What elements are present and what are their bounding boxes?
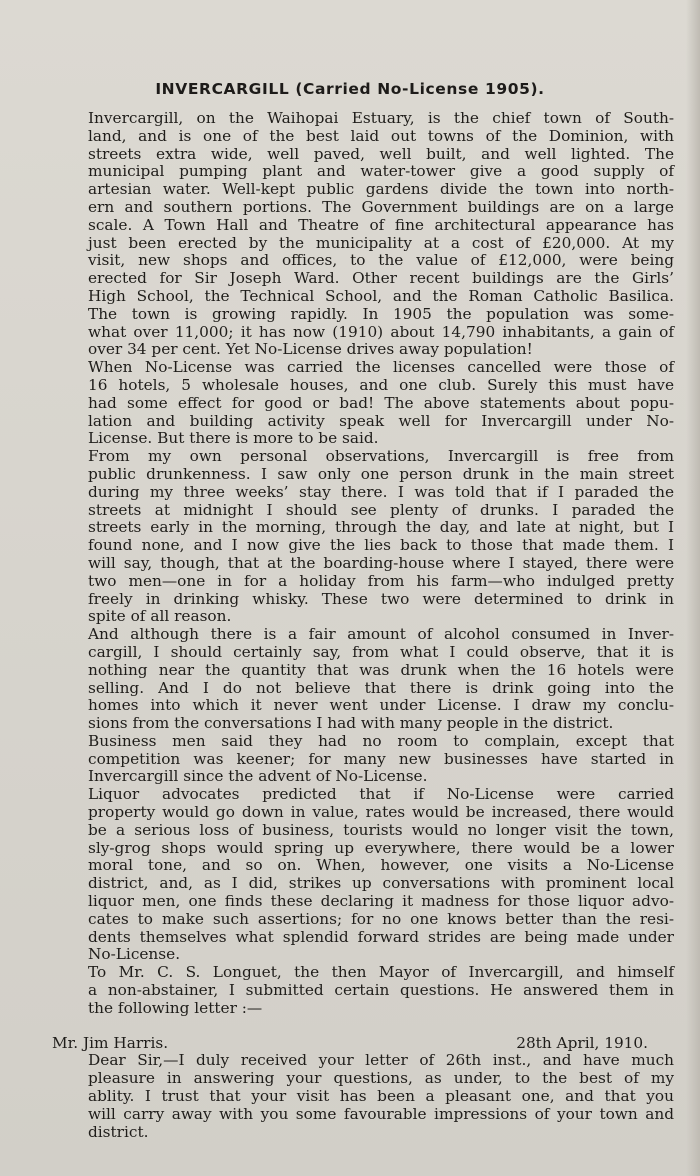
paragraph-intro (52, 110, 674, 306)
paragraph-liquor-advocates (52, 786, 674, 964)
text-line: nothing near the quantity that was drunk when the 16 hotels were (88, 660, 674, 679)
text-line: freely in drinking whisky. These two were determined to drink in (88, 589, 674, 608)
text-line: Dear Sir,—I duly received your letter of 26th inst., and have much (88, 1051, 674, 1070)
text-line: ablity. I trust that your visit has been a pleasant one, and that you (88, 1087, 674, 1106)
page-title: INVERCARGILL (Carried No-License 1905). (155, 80, 545, 98)
letter-header (52, 1035, 674, 1053)
text-line: the following letter :— (88, 998, 263, 1017)
letter-body (52, 1052, 674, 1141)
text-line: sly-grog shops would spring up everywhere, there would be a lower (88, 838, 674, 857)
text-line: district. (88, 1122, 149, 1141)
text-line: To Mr. C. S. Longuet, the then Mayor of Invercargill, and himself (88, 963, 674, 982)
paragraph-observations (52, 448, 674, 626)
letter-date: 28th April, 1910. (516, 1033, 648, 1052)
text-line: dents themselves what splendid forward strides are being made under (88, 927, 674, 946)
text-line: sions from the conversations I had with many people in the district. (88, 714, 614, 733)
text-line: ern and southern portions. The Government buildings are on a large (88, 197, 674, 216)
text-line: No-License. (88, 945, 181, 964)
paragraph-mayor (52, 964, 674, 1017)
text-line: just been erected by the municipality at a cost of £20,000. At my (88, 233, 674, 252)
text-line: found none, and I now give the lies back to those that made them. I (88, 536, 674, 555)
text-line: License. But there is more to be said. (88, 429, 379, 448)
text-line: what over 11,000; it has now (1910) about 14,790 inhabitants, a gain of (88, 322, 674, 341)
text-line: homes into which it never went under License. I draw my conclu- (88, 696, 674, 715)
text-line: liquor men, one finds these declaring it madness for those liquor advo- (88, 892, 674, 911)
text-line: cargill, I should certainly say, from what I could observe, that it is (88, 642, 674, 661)
text-line: And although there is a fair amount of alcohol consumed in Inver- (88, 625, 674, 644)
text-line: streets at midnight I should see plenty of drunks. I paraded the (88, 500, 674, 519)
text-line: erected for Sir Joseph Ward. Other recent buildings are the Girls’ (88, 269, 674, 288)
paragraph-alcohol (52, 626, 674, 733)
text-line: streets early in the morning, through the day, and late at night, but I (88, 518, 674, 537)
text-line: streets extra wide, well paved, well built, and well lighted. The (88, 144, 674, 163)
text-line: The town is growing rapidly. In 1905 the population was some- (88, 304, 674, 323)
text-line: When No-License was carried the licenses cancelled were those of (88, 358, 674, 377)
text-line: will say, though, that at the boarding-house where I stayed, there were (88, 553, 674, 572)
text-line: will carry away with you some favourable impressions of your town and (88, 1104, 674, 1123)
text-line: municipal pumping plant and water-tower give a good supply of (88, 162, 674, 181)
text-line: land, and is one of the best laid out towns of the Dominion, with (88, 126, 674, 145)
text-line: over 34 per cent. Yet No-License drives away population! (88, 340, 533, 359)
paragraph-business (52, 733, 674, 786)
text-line: property would go down in value, rates would be increased, there would (88, 803, 674, 822)
text-line: had some effect for good or bad! The above statements about popu- (88, 393, 674, 412)
text-line: visit, new shops and offices, to the value of £12,000, were being (88, 251, 674, 270)
text-line: Invercargill, on the Waihopai Estuary, is the chief town of South- (88, 109, 674, 127)
text-line: public drunkenness. I saw only one person drunk in the main street (88, 464, 674, 483)
text-line: moral tone, and so on. When, however, one visits a No-License (88, 856, 674, 875)
text-line: From my own personal observations, Invercargill is free from (88, 447, 674, 466)
page-edge-shadow (686, 0, 700, 1176)
text-line: a non-abstainer, I submitted certain questions. He answered them in (88, 981, 674, 1000)
text-line: during my three weeks’ stay there. I was told that if I paraded the (88, 482, 674, 501)
text-line: 16 hotels, 5 wholesale houses, and one club. Surely this must have (88, 375, 674, 394)
text-line: pleasure in answering your questions, as under, to the best of my (88, 1069, 674, 1088)
text-line: Invercargill since the advent of No-License. (88, 767, 428, 786)
text-line: scale. A Town Hall and Theatre of fine architectural appearance has (88, 215, 674, 234)
text-line: High School, the Technical School, and the Roman Catholic Basilica. (88, 286, 674, 305)
text-line: Business men said they had no room to complain, except that (88, 731, 674, 750)
text-line: district, and, as I did, strikes up conversations with prominent local (88, 874, 674, 893)
text-line: two men—one in for a holiday from his farm—who indulged pretty (88, 571, 674, 590)
text-line: Liquor advocates predicted that if No-License were carried (88, 785, 674, 804)
text-line: artesian water. Well-kept public gardens divide the town into north- (88, 180, 674, 199)
letter-addressee: Mr. Jim Harris. (52, 1033, 169, 1052)
article-body (52, 110, 674, 1141)
text-line: be a serious loss of business, tourists would no longer visit the town, (88, 820, 674, 839)
text-line: spite of all reason. (88, 607, 232, 626)
paragraph-population (52, 306, 674, 359)
text-line: competition was keener; for many new businesses have started in (88, 749, 674, 768)
text-line: selling. And I do not believe that there is drink going into the (88, 678, 674, 697)
text-line: lation and building activity speak well for Invercargill under No- (88, 411, 674, 430)
text-line: cates to make such assertions; for no one knows better than the resi- (88, 909, 674, 928)
paragraph-licenses (52, 359, 674, 448)
